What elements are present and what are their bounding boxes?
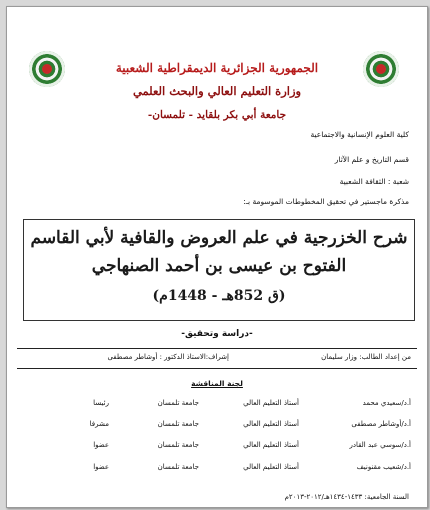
member-university: جامعة تلمسان: [157, 441, 199, 449]
academic-year: السنة الجامعية: ١٤٣٣-١٤٣٤هـ/٢٠١٢-٢٠١٣م: [284, 493, 409, 501]
faculty-label: كلية العلوم الإنسانية والاجتماعية: [310, 130, 409, 139]
committee-row: [7, 399, 427, 413]
header-university: جامعة أبي بكر بلقايد - تلمسان-: [147, 109, 287, 121]
divider-bottom: [17, 368, 417, 369]
thesis-title-line1: شرح الخزرجية في علم العروض والقافية لأبي القاسم: [30, 228, 408, 248]
member-role: مشرفا: [89, 420, 109, 428]
member-name: أ.د/أوشاطر مصطفى: [351, 420, 411, 428]
member-rank: أستاذ التعليم العالي: [243, 441, 299, 449]
document-page: [6, 6, 428, 508]
member-role: عضوا: [93, 441, 109, 449]
thesis-title-line2: الفتوح بن عيسى بن أحمد الصنهاجي: [91, 256, 347, 276]
committee-row: [7, 463, 427, 477]
department-label: قسم التاريخ و علم الآثار: [334, 155, 409, 164]
student-credit: من إعداد الطالب: وزار سليمان: [321, 353, 411, 361]
university-logo-right-icon: [363, 51, 399, 87]
branch-label: شعبة : الثقافة الشعبية: [339, 177, 409, 186]
member-rank: أستاذ التعليم العالي: [243, 399, 299, 407]
study-label: -دراسة وتحقيق-: [181, 329, 253, 339]
member-role: عضوا: [93, 463, 109, 471]
header-ministry: وزارة التعليم العالي والبحث العلمي: [132, 84, 302, 98]
member-university: جامعة تلمسان: [157, 420, 199, 428]
member-rank: أستاذ التعليم العالي: [243, 463, 299, 471]
thesis-title-date: (ق 852هـ - 1448م): [152, 288, 286, 304]
header-republic: الجمهورية الجزائرية الديمقراطية الشعبية: [115, 61, 319, 75]
divider-top: [17, 348, 417, 349]
member-rank: أستاذ التعليم العالي: [243, 420, 299, 428]
committee-title: لجنة المناقشة: [191, 379, 243, 388]
member-university: جامعة تلمسان: [157, 399, 199, 407]
committee-row: [7, 441, 427, 455]
memo-label: مذكرة ماجستير في تحقيق المخطوطات الموسومة بـ:: [243, 197, 409, 206]
supervisor-credit: إشراف:الاستاذ الدكتور : أوشاطر مصطفى: [107, 353, 229, 361]
committee-row: [7, 420, 427, 434]
member-university: جامعة تلمسان: [157, 463, 199, 471]
member-name: أ.د/سوسي عبد القادر: [349, 441, 411, 449]
member-role: رئيسا: [93, 399, 109, 407]
university-logo-left-icon: [29, 51, 65, 87]
member-name: أ.د/شعيب مقنونيف: [356, 463, 411, 471]
member-name: أ.د/سعيدي محمد: [362, 399, 411, 407]
thesis-title-box: [23, 219, 415, 321]
